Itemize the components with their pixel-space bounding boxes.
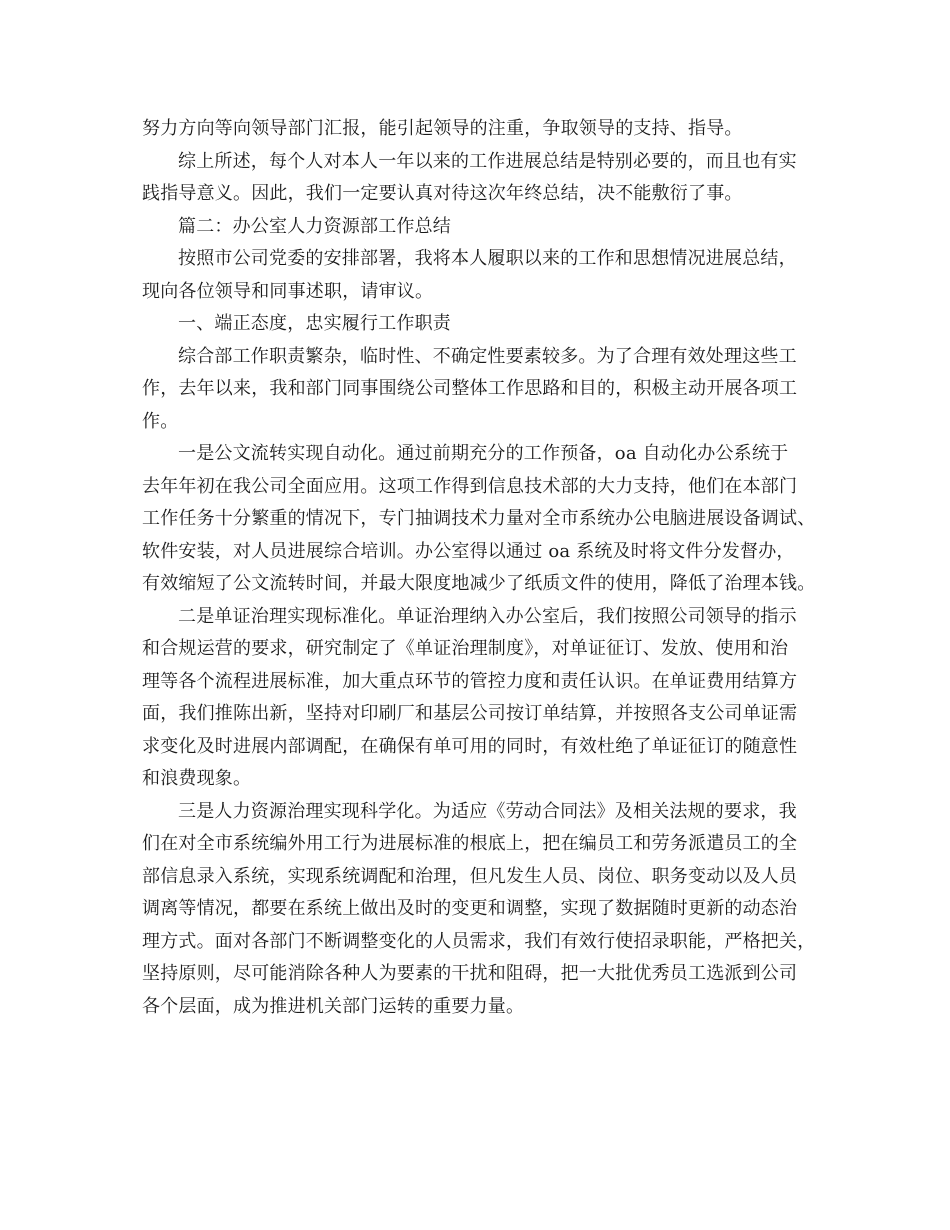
text-line: 各个层面，成为推进机关部门运转的重要力量。	[142, 995, 525, 1017]
text-line: 理方式。面对各部门不断调整变化的人员需求，我们有效行使招录职能，严格把关，	[142, 930, 816, 952]
text-line: 软件安装，对人员进展综合培训。办公室得以通过 oa 系统及时将文件分发督办，	[142, 540, 795, 562]
text-line: 综合部工作职责繁杂，临时性、不确定性要素较多。为了合理有效处理这些工	[178, 345, 797, 367]
text-line: 作，去年以来，我和部门同事围绕公司整体工作思路和目的，积极主动开展各项工	[142, 378, 798, 399]
document-page	[142, 113, 822, 1023]
text-line: 理等各个流程进展标准，加大重点环节的管控力度和责任认识。在单证费用结算方	[142, 670, 798, 692]
text-line: 们在对全市系统编外用工行为进展标准的根底上，把在编员工和劳务派遣员工的全	[142, 833, 798, 854]
text-line: 面，我们推陈出新，坚持对印刷厂和基层公司按订单结算，并按照各支公司单证需	[142, 703, 798, 724]
text-line: 现向各位领导和同事述职，请审议。	[142, 280, 434, 302]
text-line: 有效缩短了公文流转时间，并最大限度地减少了纸质文件的使用，降低了治理本钱。	[142, 573, 816, 594]
text-line: 坚持原则，尽可能消除各种人为要素的干扰和阻碍，把一大批优秀员工选派到公司	[142, 963, 798, 984]
text-line: 践指导意义。因此，我们一定要认真对待这次年终总结，决不能敷衍了事。	[142, 183, 743, 204]
text-line: 按照市公司党委的安排部署，我将本人履职以来的工作和思想情况进展总结，	[178, 248, 797, 269]
text-line: 作。	[142, 410, 179, 432]
text-line: 去年年初在我公司全面应用。这项工作得到信息技术部的大力支持，他们在本部门	[142, 475, 798, 497]
text-line: 三是人力资源治理实现科学化。为适应《劳动合同法》及相关法规的要求，我	[178, 800, 797, 822]
text-line: 工作任务十分繁重的情况下，专门抽调技术力量对全市系统办公电脑进展设备调试、	[142, 508, 816, 529]
text-line: 部信息录入系统，实现系统调配和治理，但凡发生人员、岗位、职务变动以及人员	[142, 865, 798, 887]
text-line: 和浪费现象。	[142, 768, 252, 789]
section-heading: 篇二：办公室人力资源部工作总结	[178, 215, 451, 237]
text-line: 求变化及时进展内部调配，在确保有单可用的同时，有效杜绝了单证征订的随意性	[142, 735, 798, 757]
text-line: 努力方向等向领导部门汇报，能引起领导的注重，争取领导的支持、指导。	[142, 118, 743, 139]
text-line: 综上所述，每个人对本人一年以来的工作进展总结是特别必要的，而且也有实	[178, 150, 797, 172]
text-line: 二是单证治理实现标准化。单证治理纳入办公室后，我们按照公司领导的指示	[178, 605, 797, 627]
subsection-heading: 一、端正态度，忠实履行工作职责	[178, 313, 451, 334]
text-line: 调离等情况，都要在系统上做出及时的变更和调整，实现了数据随时更新的动态治	[142, 898, 798, 919]
text-line: 一是公文流转实现自动化。通过前期充分的工作预备，oa 自动化办公系统于	[178, 443, 789, 464]
text-line: 和合规运营的要求，研究制定了《单证治理制度》，对单证征订、发放、使用和治	[142, 638, 789, 659]
